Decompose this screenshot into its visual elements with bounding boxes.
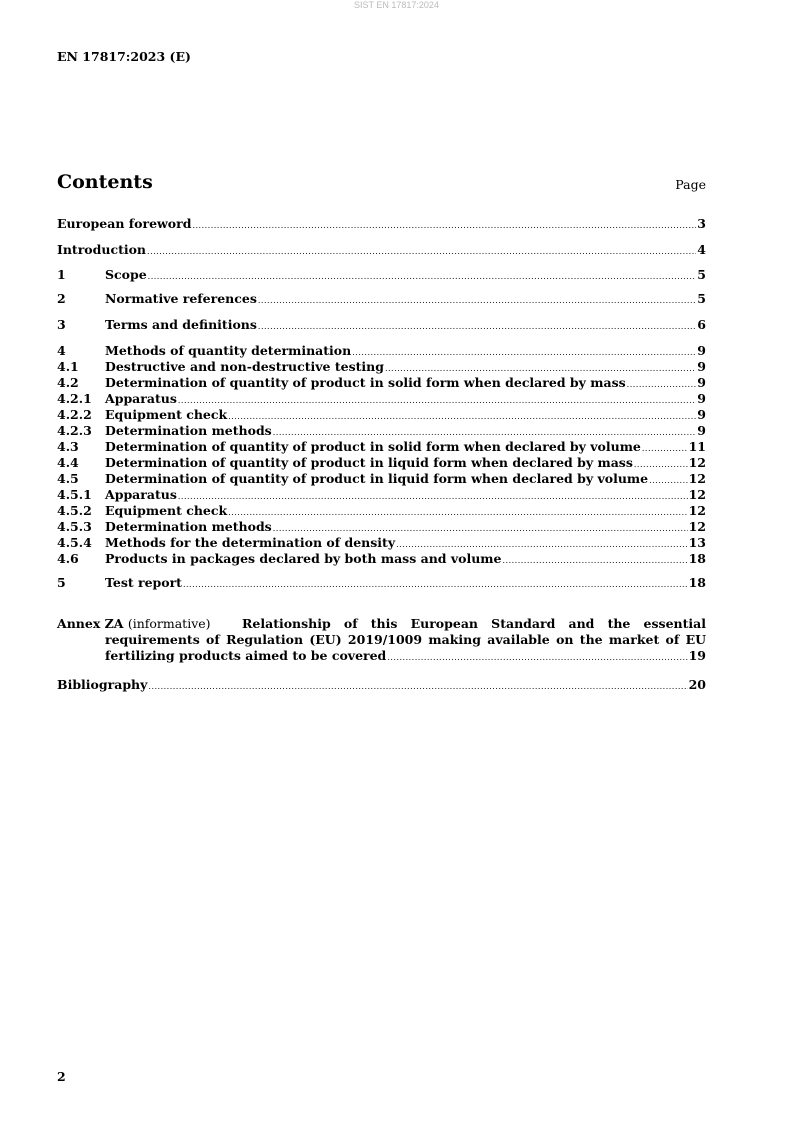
toc-number: 4.5.4: [57, 535, 92, 550]
toc-page: 12: [688, 471, 706, 486]
toc-number: 4.5.2: [57, 503, 92, 518]
toc-number: 2: [57, 291, 66, 306]
toc-entry[interactable]: [57, 391, 706, 407]
toc-entry[interactable]: [57, 291, 706, 307]
toc-title: Apparatus: [105, 391, 177, 406]
toc-entry[interactable]: [57, 242, 706, 258]
toc-number: 4.2.1: [57, 391, 92, 406]
toc-number: 4.2: [57, 375, 79, 390]
toc-page: 20: [688, 677, 706, 692]
toc-entry[interactable]: [57, 267, 706, 283]
toc-page: 18: [688, 551, 706, 566]
watermark: SIST EN 17817:2024: [354, 0, 439, 10]
contents-title: Contents: [57, 171, 153, 193]
toc-page: 5: [697, 291, 706, 306]
toc-title: Equipment check: [105, 407, 228, 422]
toc-page: 18: [688, 575, 706, 590]
toc-leader: [258, 319, 696, 335]
toc-entry[interactable]: [57, 216, 706, 232]
toc-page: 6: [697, 317, 706, 332]
toc-page: 9: [697, 375, 706, 390]
document-id: EN 17817:2023 (E): [57, 49, 191, 64]
toc-leader: [148, 269, 697, 285]
toc-title: Introduction: [57, 242, 147, 257]
toc-title: Determination methods: [105, 423, 272, 438]
annex-title-line: Relationship of this European Standard and the essential: [242, 616, 706, 631]
toc-page: 12: [688, 519, 706, 534]
toc-page: 9: [697, 359, 706, 374]
page-column-label: Page: [675, 177, 706, 192]
toc-leader: [387, 650, 687, 666]
toc-page: 9: [697, 407, 706, 422]
toc-title: Methods of quantity determination: [105, 343, 352, 358]
toc-entry[interactable]: [57, 551, 706, 567]
toc-page: 11: [688, 439, 706, 454]
toc-title: Scope: [105, 267, 147, 282]
annex-label: [57, 616, 211, 632]
toc-leader: [148, 679, 687, 695]
toc-title: Destructive and non-destructive testing: [105, 359, 384, 374]
toc-entry[interactable]: [57, 471, 706, 487]
toc-title: Terms and definitions: [105, 317, 257, 332]
toc-page: 4: [697, 242, 706, 257]
toc-entry[interactable]: [57, 439, 706, 455]
toc-page: 12: [688, 503, 706, 518]
toc-entry[interactable]: [57, 575, 706, 591]
toc-entry[interactable]: [57, 503, 706, 519]
toc-number: 4.5.3: [57, 519, 92, 534]
toc-entry[interactable]: [57, 343, 706, 359]
toc-title: European foreword: [57, 216, 192, 231]
toc-title: Determination of quantity of product in solid form when declared by volume: [105, 439, 641, 454]
toc-leader: [183, 577, 688, 593]
toc-title: Products in packages declared by both mass and volume: [105, 551, 502, 566]
toc-page: 9: [697, 391, 706, 406]
annex-title-line: requirements of Regulation (EU) 2019/1009 making available on the market of EU: [105, 632, 706, 647]
toc-number: 4.5: [57, 471, 79, 486]
toc-number: 4.2.3: [57, 423, 92, 438]
toc-title: Determination methods: [105, 519, 272, 534]
toc-page: 12: [688, 487, 706, 502]
toc-entry[interactable]: [57, 487, 706, 503]
toc-entry[interactable]: [57, 455, 706, 471]
toc-title: Equipment check: [105, 503, 228, 518]
page-number: 2: [57, 1069, 66, 1084]
toc-leader: [258, 293, 696, 309]
toc-title: Determination of quantity of product in liquid form when declared by volume: [105, 471, 649, 486]
toc-title: Normative references: [105, 291, 257, 306]
toc-title: Determination of quantity of product in solid form when declared by mass: [105, 375, 626, 390]
toc-entry[interactable]: [57, 519, 706, 535]
toc-page: 9: [697, 343, 706, 358]
toc-entry[interactable]: [57, 535, 706, 551]
toc-number: 4.1: [57, 359, 79, 374]
toc-page: 13: [688, 535, 706, 550]
toc-number: 4.5.1: [57, 487, 92, 502]
toc-title: Apparatus: [105, 487, 177, 502]
toc-title: Determination of quantity of product in liquid form when declared by mass: [105, 455, 633, 470]
toc-entry[interactable]: [57, 407, 706, 423]
annex-id: Annex ZA: [57, 616, 124, 631]
toc-number: 1: [57, 267, 66, 282]
toc-number: 4.3: [57, 439, 79, 454]
toc-number: 4.6: [57, 551, 79, 566]
toc-entry[interactable]: [57, 317, 706, 333]
toc-number: 3: [57, 317, 66, 332]
toc-leader: [147, 244, 696, 260]
toc-leader: [502, 553, 687, 569]
contents-heading: [57, 171, 706, 197]
toc-number: 4.4: [57, 455, 79, 470]
toc-entry[interactable]: [57, 375, 706, 391]
annex-informative: (informative): [127, 616, 211, 631]
toc-page: 5: [697, 267, 706, 282]
toc-page: 12: [688, 455, 706, 470]
toc-number: 4: [57, 343, 66, 358]
toc-title: Test report: [105, 575, 182, 590]
toc-entry[interactable]: [57, 359, 706, 375]
toc-page: 3: [697, 216, 706, 231]
toc-page: 9: [697, 423, 706, 438]
toc-title: Bibliography: [57, 677, 148, 692]
annex-last-line: [105, 648, 706, 664]
annex-title-line: fertilizing products aimed to be covered: [105, 648, 387, 663]
toc-entry[interactable]: [57, 423, 706, 439]
toc-number: 5: [57, 575, 66, 590]
toc-page: 19: [688, 648, 706, 663]
toc-leader: [192, 218, 696, 234]
toc-title: Methods for the determination of density: [105, 535, 396, 550]
toc-entry[interactable]: [57, 677, 706, 693]
toc-number: 4.2.2: [57, 407, 92, 422]
